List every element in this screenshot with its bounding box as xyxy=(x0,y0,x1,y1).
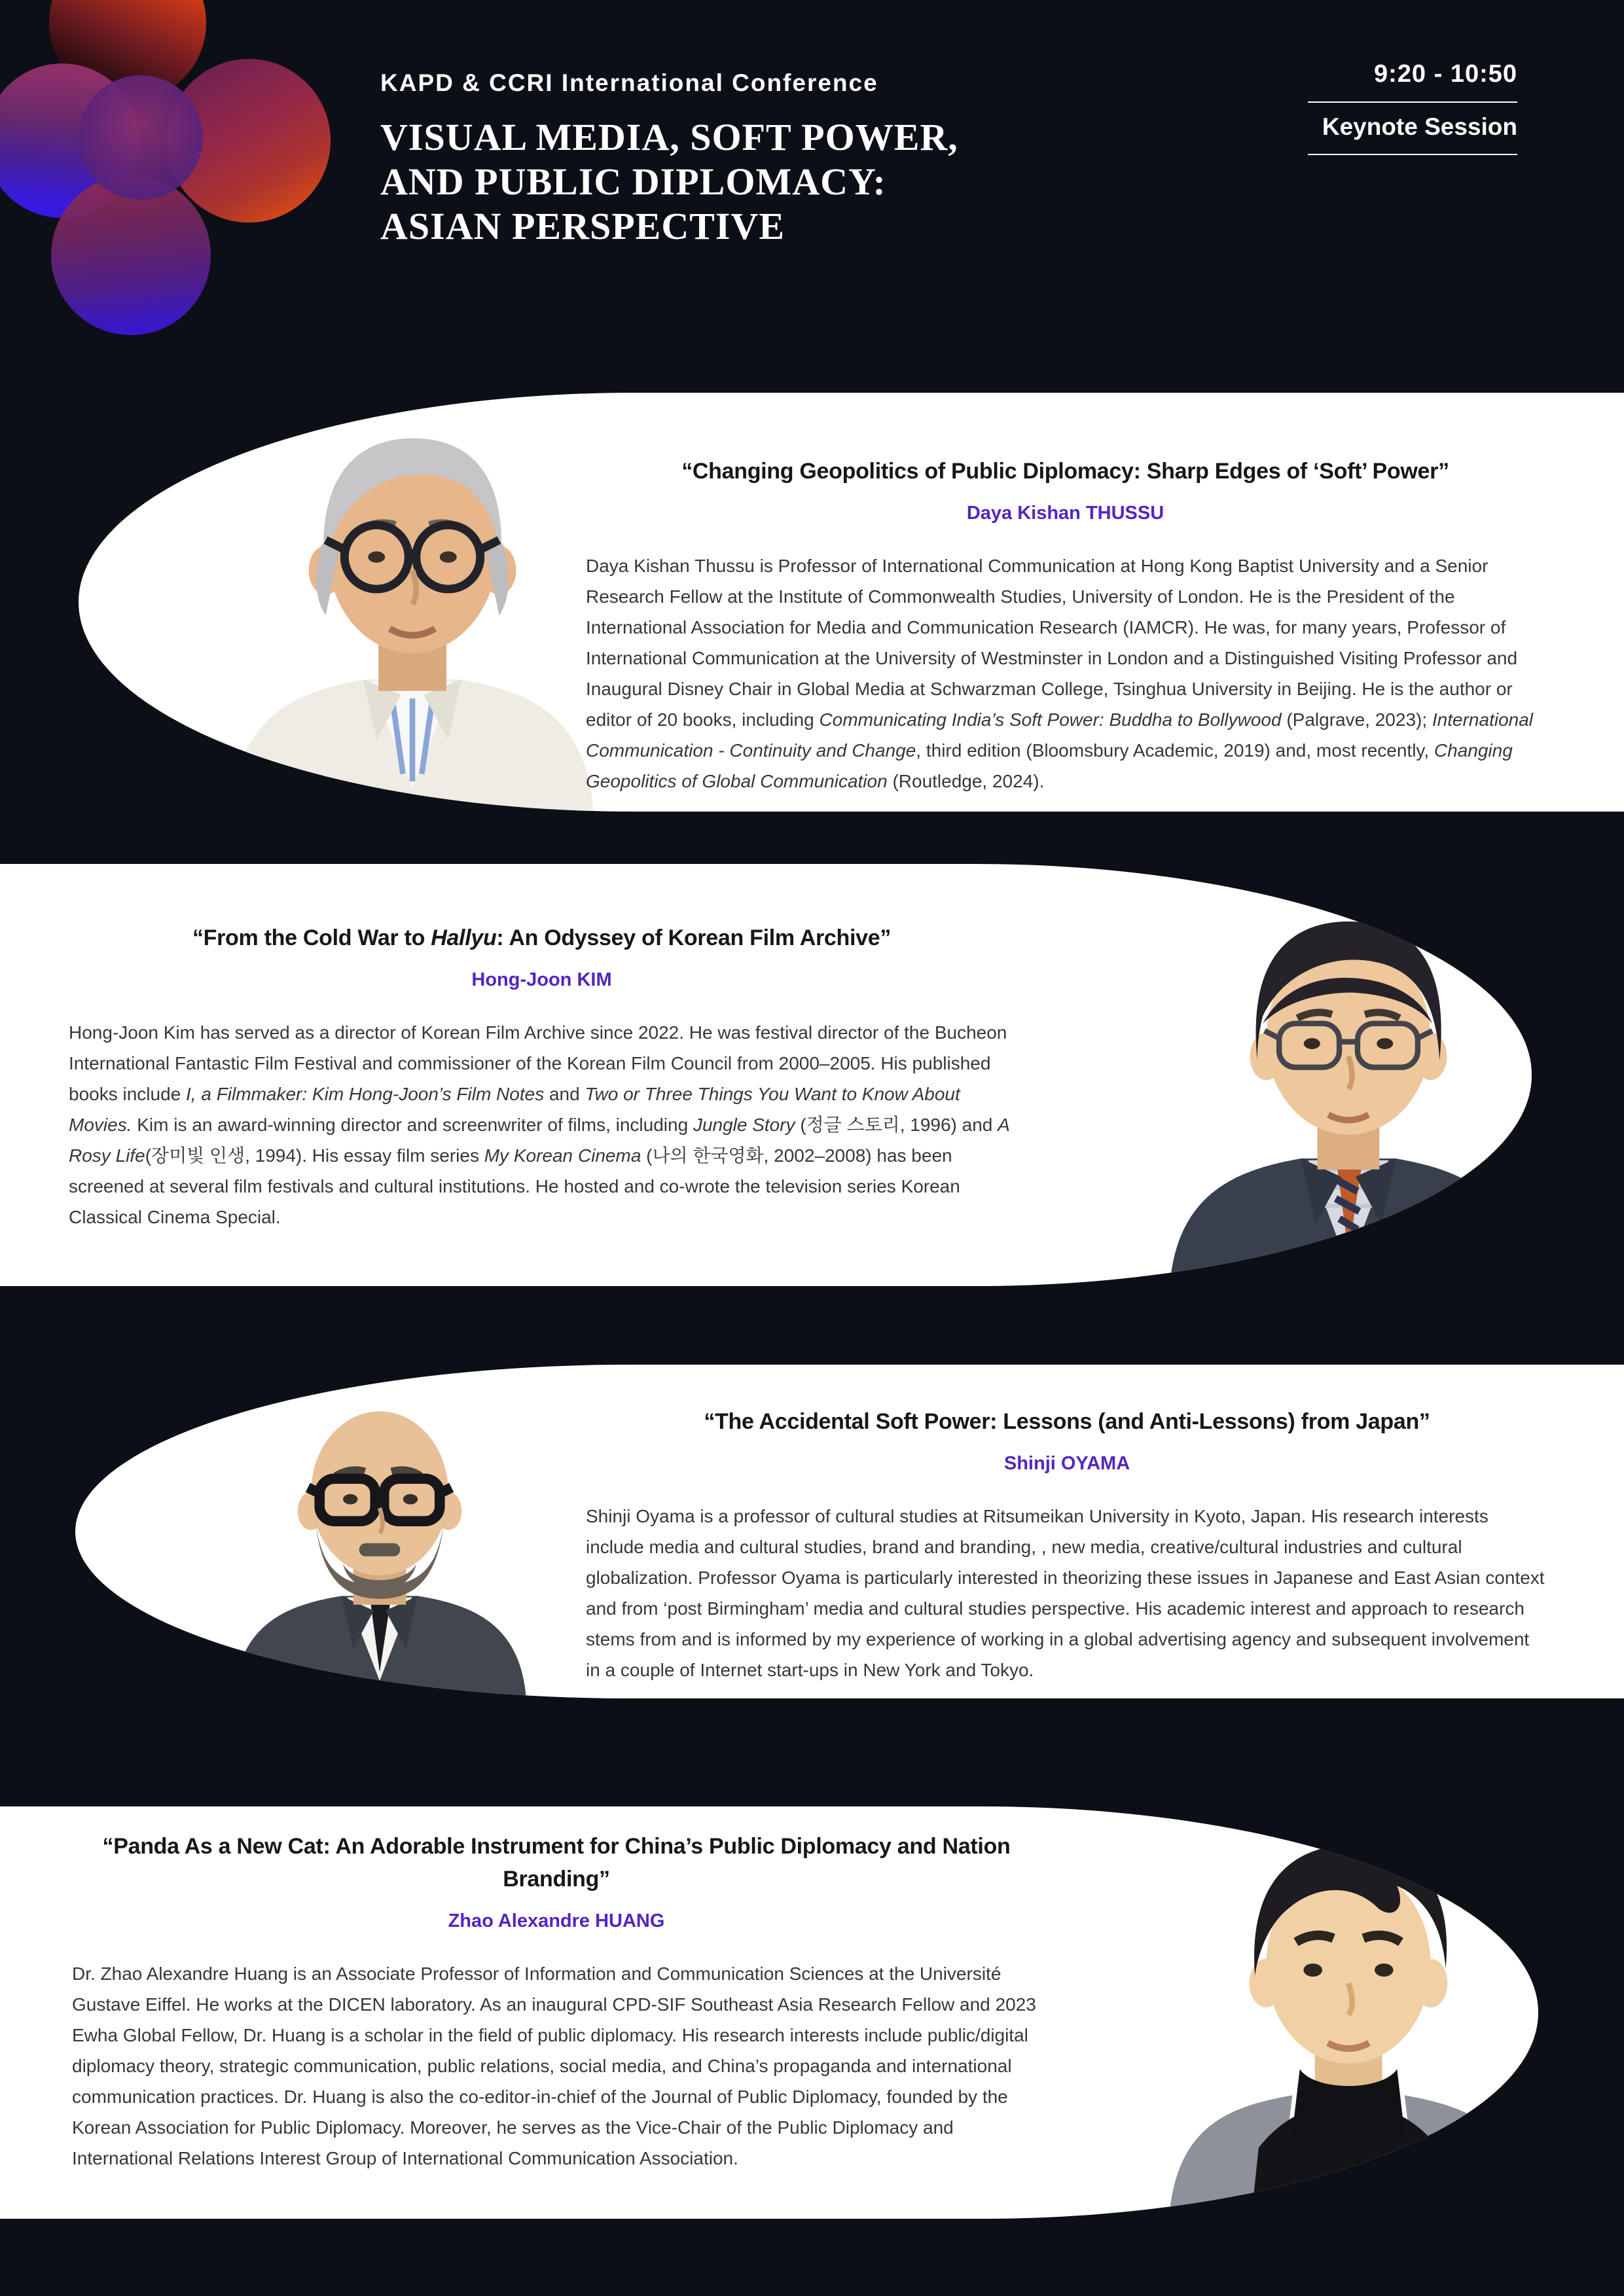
header xyxy=(0,0,1624,393)
divider-line xyxy=(1308,101,1517,103)
portrait-huang-icon xyxy=(1139,1826,1538,2219)
logo-circle-center xyxy=(79,75,203,200)
speaker-content xyxy=(586,1405,1548,1685)
speaker-bio: Hong-Joon Kim has served as a director of Korean Film Archive since 2022. He was festival director of the Bucheon International Fantastic Film Festival and commissioner of the Korean Film Council from 2000–2005. His published books include I, a Filmmaker: Kim Hong-Joon’s Film Notes and Two or Three Things You Want to Know About Movies. Kim is an award-winning director and screenwriter of films, including Jungle Story (정글 스토리, 1996) and A Rosy Life(장미빛 인생, 1994). His essay film series My Korean Cinema (나의 한국영화, 2002–2008) has been screened at several film festivals and cultural institutions. He hosted and co-wrote the television series Korean Classical Cinema Special. xyxy=(69,1022,1009,1227)
portrait-kim-icon xyxy=(1146,903,1532,1286)
speaker-bio: Dr. Zhao Alexandre Huang is an Associate Professor of Information and Communication Sciences at the Université Gustave Eiffel. He works at the DICEN laboratory. As an inaugural CPD-SIF Southeast Asia Research Fellow and 2023 Ewha Global Fellow, Dr. Huang is a scholar in the field of public diplomacy. His research interests include public/digital diplomacy theory, strategic communication, public relations, social media, and China’s propaganda and international communication practices. Dr. Huang is also the co-editor-in-chief of the Journal of Public Diplomacy, founded by the Korean Association for Public Diplomacy. Moreover, he serves as the Vice-Chair of the Public Diplomacy and International Relations Interest Group of International Communication Association. xyxy=(72,1964,1036,2168)
speaker-content xyxy=(72,1830,1041,2174)
conference-logo-icon xyxy=(0,0,419,406)
talk-title: “From the Cold War to Hallyu: An Odyssey of Korean Film Archive” xyxy=(192,925,892,950)
session-label: Keynote Session xyxy=(1322,113,1517,140)
photo-hong-joon-kim xyxy=(1146,903,1532,1286)
photo-zhao-alexandre-huang xyxy=(1139,1826,1538,2219)
divider-line xyxy=(1308,154,1517,155)
speaker-bio: Daya Kishan Thussu is Professor of International Communication at Hong Kong Baptist University and a Senior Research Fellow at the Institute of Commonwealth Studies, University of London. He is the President of the International Association for Media and Communication Research (IAMCR). He was, for many years, Professor of International Communication at the University of Westminster in London and a Distinguished Visiting Professor and Inaugural Disney Chair in Global Media at Schwarzman College, Tsinghua University in Beijing. He is the author or editor of 20 books, including Communicating India’s Soft Power: Buddha to Bollywood (Palgrave, 2023); International Communication - Continuity and Change, third edition (Bloomsbury Academic, 2019) and, most recently, Changing Geopolitics of Global Communication (Routledge, 2024). xyxy=(586,556,1534,791)
speaker-section-kim xyxy=(0,864,1532,1286)
speaker-name: Zhao Alexandre HUANG xyxy=(448,1910,665,1931)
speaker-bio: Shinji Oyama is a professor of cultural studies at Ritsumeikan University in Kyoto, Japan. His research interests include media and cultural studies, brand and branding, , new media, creative/cultural industries and cultural globalization. Professor Oyama is particularly interested in theorizing these issues in Japanese and East Asian context and from ‘post Birmingham’ media and cultural studies perspective. His academic interest and approach to research stems from and is informed by my experience of working in a global advertising agency and subsequent involvement in a couple of Internet start-ups in New York and Tokyo. xyxy=(586,1506,1545,1680)
talk-title: “The Accidental Soft Power: Lessons (and Anti-Lessons) from Japan” xyxy=(704,1409,1430,1434)
talk-title: “Changing Geopolitics of Public Diplomacy: Sharp Edges of ‘Soft’ Power” xyxy=(681,459,1449,484)
speaker-section-thussu xyxy=(79,393,1624,812)
speaker-content xyxy=(69,922,1015,1232)
talk-title: “Panda As a New Cat: An Adorable Instrument for China’s Public Diplomacy and Nation Branding” xyxy=(102,1834,1011,1892)
photo-daya-kishan-thussu xyxy=(190,416,635,812)
page-title-line-1: VISUAL MEDIA, SOFT POWER, xyxy=(380,116,958,158)
portrait-thussu-icon xyxy=(190,416,635,812)
page-title xyxy=(380,115,958,249)
session-time: 9:20 - 10:50 xyxy=(1373,60,1517,88)
photo-shinji-oyama xyxy=(151,1391,609,1698)
page-title-line-2: AND PUBLIC DIPLOMACY: xyxy=(380,160,886,203)
speaker-content xyxy=(586,455,1545,797)
speaker-name: Shinji OYAMA xyxy=(1003,1453,1130,1474)
logo-circle-violet xyxy=(51,175,211,335)
speaker-section-oyama xyxy=(75,1365,1624,1698)
conference-name: KAPD & CCRI International Conference xyxy=(380,69,878,96)
session-info xyxy=(1301,60,1517,166)
speaker-section-huang xyxy=(0,1806,1538,2219)
footer-strip xyxy=(0,2219,1624,2296)
portrait-oyama-icon xyxy=(151,1391,609,1698)
speaker-name: Daya Kishan THUSSU xyxy=(966,503,1164,524)
speaker-name: Hong-Joon KIM xyxy=(471,969,612,990)
page-title-line-3: ASIAN PERSPECTIVE xyxy=(380,205,785,247)
